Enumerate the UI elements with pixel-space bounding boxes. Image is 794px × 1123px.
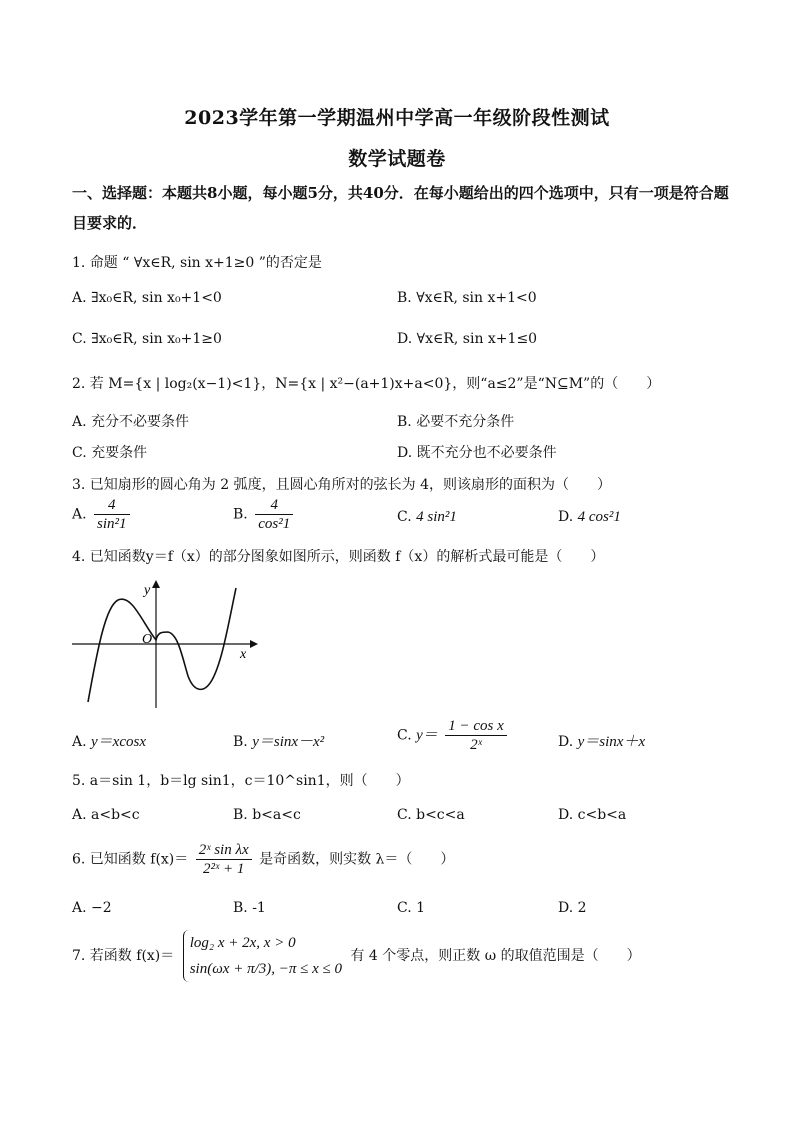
question-3-stem: 3. 已知扇形的圆心角为 2 弧度，且圆心角所对的弦长为 4，则该扇形的面积为（ ） [72,477,611,493]
option-text: y＝xcosx [91,734,146,750]
option-label: D. [558,509,574,525]
x-axis-arrow [250,640,258,648]
question-5-option-b: B. b<a<c [233,807,301,823]
option-text: 4 cos²1 [577,509,621,525]
question-5-option-c: C. b<c<a [397,807,465,823]
origin-label: O [142,632,153,647]
stem-prefix: 7. 若函数 f(x)＝ [72,948,175,964]
question-6-option-d: D. 2 [558,900,587,916]
question-6-option-c: C. 1 [397,900,426,916]
question-1-option-c: C. ∃x₀∈R, sin x₀+1≥0 [72,331,222,347]
option-prefix: y＝ [416,727,438,744]
question-1-option-b: B. ∀x∈R, sin x+1<0 [397,290,537,306]
piece-case-1: log₂ x + 2x, x > 0 [189,935,296,951]
fraction-numerator: 1 − cos x [445,717,507,736]
stem-suffix: 有 4 个零点，则正数 ω 的取值范围是（ ） [350,948,641,964]
question-3-option-c [397,509,457,526]
option-text: y＝sinx－x² [252,734,325,750]
fraction-denominator: 2²ˣ + 1 [202,861,245,877]
question-3-option-d [558,509,621,526]
option-label: A. [72,734,87,750]
fraction-denominator: 2ˣ [470,737,482,753]
question-5-option-a: A. a<b<c [72,807,140,823]
piece-case-2: sin(ωx + π/3), −π ≤ x ≤ 0 [189,961,343,977]
question-1-option-d: D. ∀x∈R, sin x+1≤0 [397,331,538,347]
function-graph [70,576,260,711]
fraction [445,717,507,754]
question-4-option-b [233,730,324,751]
fraction-numerator: 4 [255,496,293,515]
question-4-option-c [397,717,510,754]
question-2-option-b: B. 必要不充分条件 [397,414,515,430]
fraction [94,496,130,533]
question-3-option-b [233,496,296,533]
question-3-option-a [72,496,133,533]
question-6-option-a: A. −2 [72,900,112,916]
option-text: 4 sin²1 [416,509,457,525]
fraction [196,841,252,878]
fraction-denominator: cos²1 [258,516,291,532]
function-curve [88,588,236,702]
option-label: A. [72,506,87,523]
exam-subtitle: 数学试题卷 [348,148,446,170]
stem-prefix: 6. 已知函数 f(x)＝ [72,851,189,868]
question-2-option-c: C. 充要条件 [72,445,148,461]
question-7-stem [72,930,641,982]
question-2-option-d: D. 既不充分也不必要条件 [397,445,557,461]
question-5-option-d: D. c<b<a [558,807,627,823]
fraction-denominator: sin²1 [97,516,127,532]
option-label: B. [233,734,248,750]
question-5-stem: 5. a＝sin 1，b＝lg sin1，c＝10^sin1，则（ ） [72,773,410,789]
question-2-stem: 2. 若 M={x | log₂(x−1)<1}，N={x | x²−(a+1)x+a<0}，则“a≤2”是“N⊆M”的（ ） [72,376,661,392]
fraction-numerator: 2ˣ sin λx [196,841,252,860]
option-label: C. [397,509,412,525]
option-label: B. [233,506,248,523]
option-text: y＝sinx＋x [577,734,646,750]
question-1-option-a: A. ∃x₀∈R, sin x₀+1<0 [72,290,222,306]
question-4-option-a [72,730,146,751]
question-6-stem [72,841,454,878]
question-4-stem: 4. 已知函数y＝f（x）的部分图象如图所示，则函数 f（x）的解析式最可能是（ ） [72,549,605,565]
option-label: D. [558,734,574,750]
question-4-option-d [558,730,645,751]
option-label: C. [397,727,412,744]
exam-title: 2023学年第一学期温州中学高一年级阶段性测试 [184,107,610,129]
x-axis-label: x [240,647,247,662]
fraction [255,496,293,533]
question-2-option-a: A. 充分不必要条件 [72,414,190,430]
question-1-stem: 1. 命题 “ ∀x∈R, sin x+1≥0 ”的否定是 [72,255,322,271]
y-axis-arrow [152,580,160,588]
section-heading: 一、选择题：本题共8小题，每小题5分，共40分．在每小题给出的四个选项中，只有一项是符合题目要求的． [72,184,729,232]
stem-suffix: 是奇函数，则实数 λ＝（ ） [259,851,455,868]
fraction-numerator: 4 [94,496,130,515]
question-6-option-b: B. -1 [233,900,266,916]
piecewise-function [183,930,342,982]
y-axis-label: y [144,583,151,598]
